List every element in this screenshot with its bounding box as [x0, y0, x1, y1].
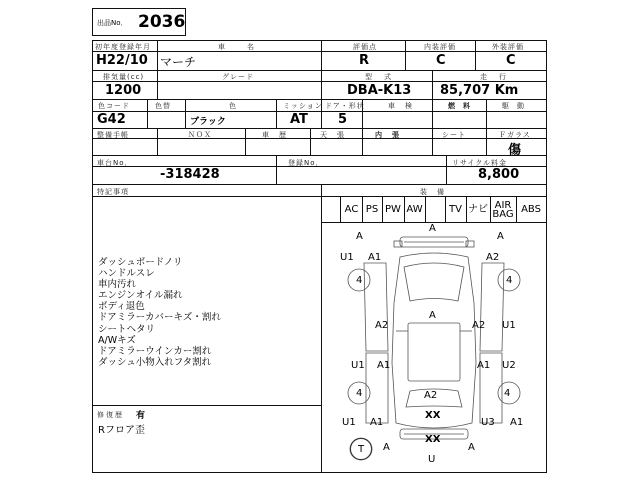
remark-line: エンジンオイル漏れ: [98, 290, 183, 302]
mark-trunk: XX: [425, 434, 441, 445]
recycle-fee-value: 8,800: [478, 167, 520, 182]
doors-value: 5: [338, 112, 348, 127]
mark-left-quarter-a: A1: [370, 417, 384, 428]
label-doors-shape: ドア・形状: [325, 102, 365, 110]
label-grade: グレード: [222, 73, 254, 81]
chassis-no-value: -318428: [160, 167, 220, 182]
remark-line: 車内汚れ: [98, 279, 137, 291]
remark-line: ダッシュ小物入れフタ割れ: [98, 356, 212, 368]
f-glass-value: 傷: [508, 143, 522, 158]
label-registration-year: 初年度登録年月: [95, 43, 151, 51]
registration-year-value: H22/10: [96, 53, 148, 68]
remark-line: A/Wキズ: [98, 334, 136, 346]
label-color-code: 色コード: [98, 102, 130, 110]
mark-right-rear-door-a: A1: [477, 360, 491, 371]
mark-left-quarter-u: U1: [342, 417, 356, 428]
exterior-eval-value: C: [506, 53, 516, 68]
mark-roof: A2: [424, 390, 438, 401]
mark-front-right-corner: A: [497, 231, 504, 242]
label-remarks: 特記事項: [97, 188, 129, 196]
equip-pw: PW: [385, 204, 401, 215]
label-equipment: 装備: [420, 188, 454, 196]
equip-blank: [425, 197, 445, 222]
label-nox: ＮＯＸ: [188, 131, 212, 139]
equip-ps: PS: [365, 204, 379, 215]
equip-abs: ABS: [521, 204, 541, 215]
mark-front-left-fender-u: U1: [340, 252, 354, 263]
label-seat: シート: [442, 131, 466, 139]
mark-left-rear-door-u: U1: [351, 360, 365, 371]
remark-line: ダッシュボードノリ: [98, 257, 183, 268]
mark-wheel-rr: 4: [504, 388, 511, 399]
label-history: 車歴: [262, 131, 296, 139]
equip-navi: ナビ: [468, 204, 488, 215]
label-car-name: 車名: [218, 43, 276, 51]
remark-line: ドアミラーウインカー割れ: [98, 345, 212, 357]
label-interior-upholstery: 内張: [375, 131, 409, 139]
mark-front-left-fender-a: A1: [368, 252, 382, 263]
label-color: 色: [229, 102, 237, 110]
color-value: ブラック: [190, 117, 226, 127]
mark-front-right-fender: A2: [486, 252, 500, 263]
label-transmission: ミッション: [283, 102, 323, 110]
label-repair-history: 修復歴: [97, 411, 124, 419]
label-fuel: 燃料: [448, 102, 478, 110]
label-color-tone: 色替: [155, 102, 171, 110]
displacement-value: 1200: [105, 83, 142, 98]
label-model: 型式: [365, 73, 403, 81]
lot-box: [92, 8, 186, 36]
lot-number: 2036: [138, 12, 186, 32]
equip-airbag: AIR BAG: [492, 199, 514, 220]
lot-label: 出品No．: [97, 19, 128, 27]
interior-eval-value: C: [436, 53, 446, 68]
equip-ac: AC: [344, 204, 359, 215]
mileage-value: 85,707 Km: [440, 83, 519, 98]
label-chassis-no: 車台No．: [97, 159, 133, 167]
mark-rear-left: A: [383, 442, 390, 453]
label-mileage: 走行: [480, 73, 518, 81]
label-reg-no: 登録No．: [288, 159, 324, 167]
car-name-value: マーチ: [160, 55, 197, 69]
mark-right-quarter-a: A1: [510, 417, 524, 428]
mark-right-quarter-u: U3: [481, 417, 495, 428]
repair-history-value: 有: [136, 411, 146, 421]
model-value: DBA-K13: [347, 83, 412, 98]
label-service-book: 整備手帳: [97, 131, 129, 139]
mark-left-front-door: A2: [375, 320, 389, 331]
mark-wheel-fl: 4: [356, 275, 363, 286]
mark-front-bumper: A: [429, 223, 436, 234]
remark-line: シートヘタリ: [98, 323, 156, 335]
mark-tire: [350, 438, 372, 460]
remark-line: ドアミラーカバーキズ・割れ: [98, 312, 221, 324]
color-code-value: G42: [97, 112, 126, 127]
remark-line: ハンドルスレ: [98, 268, 155, 280]
label-exterior-eval: 外装評価: [492, 43, 524, 51]
transmission-value: AT: [290, 112, 308, 127]
label-f-glass: Ｆガラス: [499, 131, 531, 139]
mark-left-rear-door-a: A1: [377, 360, 391, 371]
mark-rear-bumper: U: [428, 454, 436, 465]
mark-right-rear-door-u: U2: [502, 360, 516, 371]
tire-mark-label: T: [357, 443, 365, 455]
mark-rear-right: A: [468, 442, 475, 453]
remark-line: ボディ退色: [98, 301, 145, 313]
mark-rear-glass: XX: [425, 410, 441, 421]
mark-hood: A: [429, 310, 436, 321]
equip-tv: TV: [449, 204, 462, 215]
label-drive: 駆動: [502, 102, 532, 110]
remarks-list: [98, 257, 221, 368]
mark-right-front-door-a: A2: [472, 320, 486, 331]
mark-wheel-rl: 4: [356, 388, 363, 399]
evaluation-value: R: [359, 53, 370, 68]
mark-right-front-door-u: U1: [502, 320, 516, 331]
equip-aw: AW: [406, 204, 423, 215]
mark-wheel-fr: 4: [506, 275, 513, 286]
label-sunroof: 天張: [320, 131, 354, 139]
repair-detail: Rフロア歪: [98, 425, 145, 436]
label-recycle-fee: リサイクル料金: [452, 159, 508, 167]
label-displacement: 排気量(cc): [103, 73, 145, 81]
mark-front-left-corner: A: [356, 231, 363, 242]
label-evaluation: 評価点: [353, 43, 377, 51]
label-inspection: 車検: [388, 102, 422, 110]
label-interior-eval: 内装評価: [424, 43, 456, 51]
